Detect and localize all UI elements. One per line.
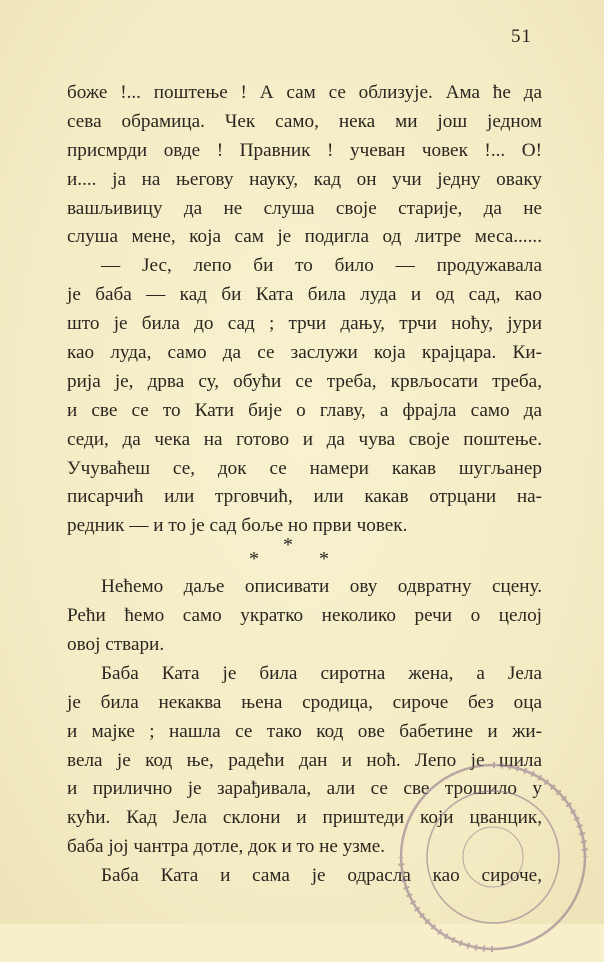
text-line: и прилично је зарађивала, али се све трошило у: [67, 778, 542, 800]
text-line: и мајке ; нашла се тако код ове бабетине и жи-: [67, 720, 542, 742]
text-line: сева обрамица. Чек само, нека ми још једном: [67, 110, 542, 132]
text-line: као луда, само да се заслужи која крајцара. Ки-: [67, 342, 542, 364]
paragraph-block-1: [67, 79, 542, 541]
text-line: — Јес, лепо би то било — продужавала: [101, 255, 542, 277]
asterism-star: *: [249, 548, 259, 571]
text-line: што је била до сад ; трчи дању, трчи ноћу, јури: [67, 313, 542, 335]
text-line: баба јој чантра дотле, док и то не узме.: [67, 836, 386, 858]
text-line: присмрди овде ! Правник ! учеван човек !... О!: [67, 139, 542, 161]
text-line: Учуваћеш се, док се намери какав шугљанер: [67, 457, 542, 479]
text-line: Рећи ћемо само укратко неколико речи о целој: [67, 605, 542, 627]
asterism-star: *: [319, 548, 329, 571]
text-line: и.... ја на његову науку, кад он учи једну овaку: [67, 168, 542, 190]
text-line: кући. Кад Јела склони и приштеди који цванцик,: [67, 807, 542, 829]
text-line: седи, да чека на готово и да чува своје поштење.: [67, 428, 542, 450]
text-line: писарчић или трговчић, или какав отрцани на-: [67, 486, 542, 508]
text-line: редник — и то је сад боље но први човек.: [67, 515, 408, 537]
text-line: вела је код ње, радећи дан и ноћ. Лепо је шила: [67, 749, 542, 771]
text-line: боже !... поштење ! А сам се облизује. Ама ће да: [67, 82, 542, 103]
text-line: рија је, дрва су, обући се треба, крвљосати треба,: [67, 370, 542, 392]
text-line: Баба Ката и сама је одрасла као сироче,: [101, 865, 542, 887]
text-line: Нећемо даље описивати ову одвратну сцену.: [101, 576, 542, 598]
text-line: и све се то Кати бије о главу, а фрајла само да: [67, 399, 542, 421]
library-stamp: [388, 752, 598, 962]
text-line: овој ствари.: [67, 634, 165, 656]
text-line: је баба — кад би Ката била луда и од сад, као: [67, 284, 542, 306]
text-line: Баба Ката је била сиротна жена, а Јела: [101, 662, 542, 684]
text-line: слуша мене, која сам је подигла од литре меса......: [67, 226, 542, 248]
asterism-divider: [67, 535, 542, 569]
text-line: је била некаква њена сродица, сироче без оца: [67, 691, 542, 713]
page-number: 51: [511, 26, 532, 47]
text-line: вашљивицу да не слуша своје старије, да не: [67, 197, 542, 219]
asterism-star: *: [283, 534, 293, 557]
